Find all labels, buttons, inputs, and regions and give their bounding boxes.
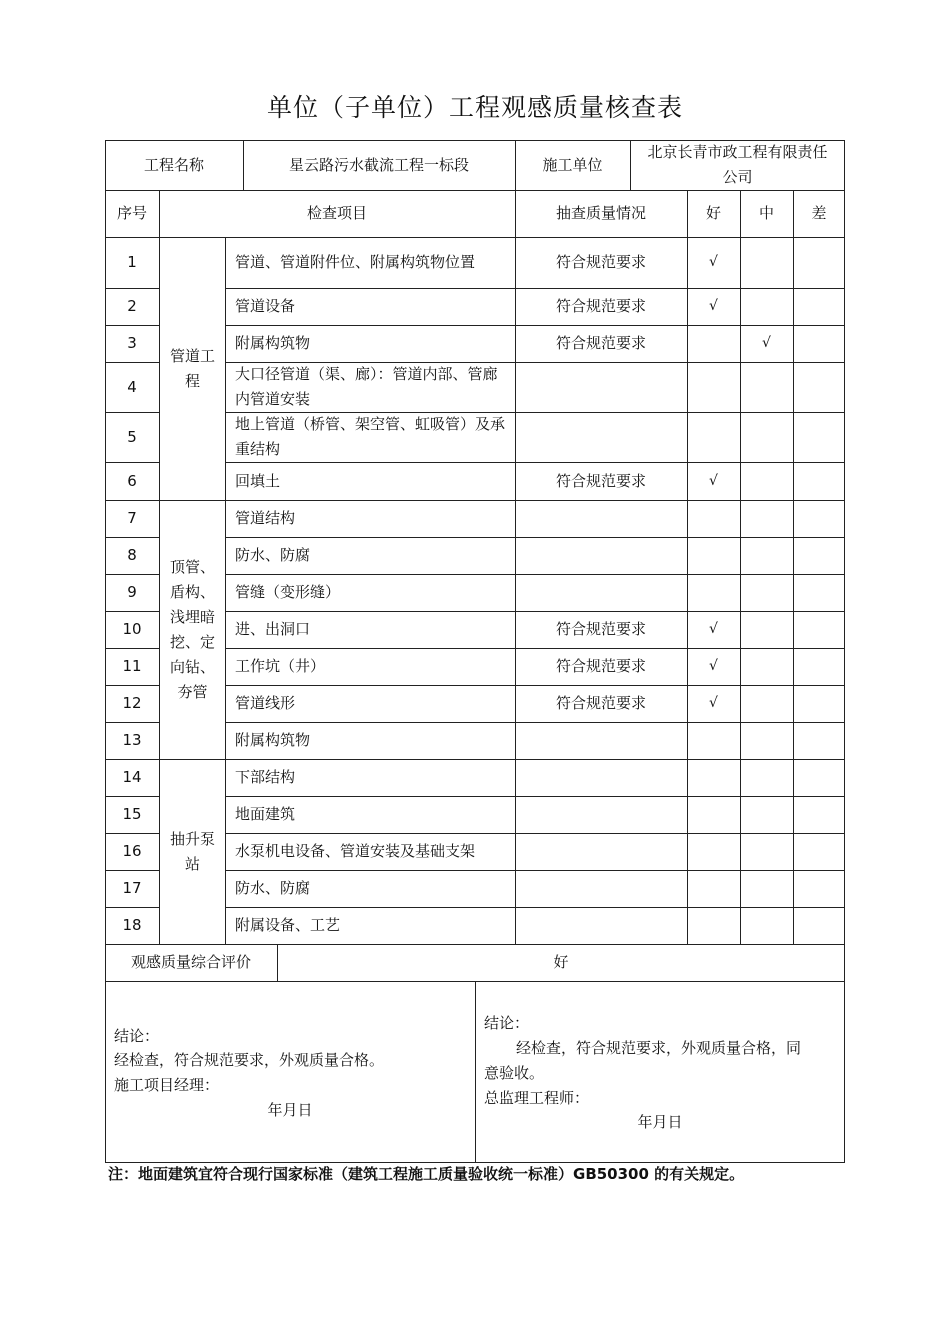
row-good-mark xyxy=(687,362,740,412)
row-number: 12 xyxy=(122,694,142,712)
row-quality xyxy=(515,722,687,759)
group-label: 顶管、盾构、浅埋暗挖、定向钻、夯管 xyxy=(169,558,215,701)
project-name-value: 星云路污水截流工程一标段 xyxy=(288,155,469,174)
row-medium-mark xyxy=(740,362,793,412)
row-item: 地面建筑 xyxy=(235,805,296,823)
row-number: 9 xyxy=(127,583,137,601)
row-medium-mark xyxy=(740,907,793,944)
row-quality xyxy=(515,362,687,412)
column-header-quality: 抽查质量情况 xyxy=(555,204,646,222)
row-item: 大口径管道（渠、廊）：管道内部、管廊内管道安装 xyxy=(235,365,498,408)
row-good-mark xyxy=(687,574,740,611)
column-header-seq: 序号 xyxy=(116,204,147,222)
row-medium-mark xyxy=(740,833,793,870)
row-item: 管缝（变形缝） xyxy=(235,583,341,601)
row-medium-mark xyxy=(740,685,793,722)
row-good-mark: √ xyxy=(709,621,718,637)
row-medium-mark xyxy=(740,412,793,462)
contractor-value: 北京长青市政工程有限责任公司 xyxy=(647,143,828,186)
conclusion-right-text-1: 经检查，符合规范要求，外观质量合格，同 xyxy=(516,1039,802,1057)
row-medium-mark xyxy=(740,722,793,759)
row-poor-mark xyxy=(793,722,845,759)
project-name-label: 工程名称 xyxy=(143,155,204,174)
row-medium-mark xyxy=(740,759,793,796)
row-item: 工作坑（井） xyxy=(235,657,326,675)
row-medium-mark xyxy=(740,288,793,325)
row-poor-mark xyxy=(793,325,845,362)
row-poor-mark xyxy=(793,907,845,944)
row-good-mark xyxy=(687,537,740,574)
row-poor-mark xyxy=(793,237,845,288)
group-label: 抽升泵站 xyxy=(169,830,215,873)
row-poor-mark xyxy=(793,288,845,325)
row-good-mark xyxy=(687,500,740,537)
row-number: 5 xyxy=(127,427,137,446)
column-header-item: 检查项目 xyxy=(306,204,367,222)
row-poor-mark xyxy=(793,537,845,574)
summary-value: 好 xyxy=(553,953,569,971)
row-quality: 符合规范要求 xyxy=(555,657,646,675)
row-item: 管道、管道附件位、附属构筑物位置 xyxy=(235,253,476,271)
row-poor-mark xyxy=(793,685,845,722)
row-poor-mark xyxy=(793,412,845,462)
page-title: 单位（子单位）工程观感质量核查表 xyxy=(266,93,683,122)
row-poor-mark xyxy=(793,833,845,870)
row-number: 16 xyxy=(122,842,142,860)
row-quality: 符合规范要求 xyxy=(555,253,646,271)
row-number: 17 xyxy=(122,879,142,897)
row-good-mark xyxy=(687,796,740,833)
row-number: 15 xyxy=(122,805,142,823)
row-number: 10 xyxy=(122,620,142,638)
row-item: 回填土 xyxy=(235,471,281,490)
row-number: 8 xyxy=(127,546,137,564)
conclusion-left-heading: 结论： xyxy=(114,1027,160,1045)
row-quality xyxy=(515,907,687,944)
row-number: 18 xyxy=(122,916,142,934)
summary-label: 观感质量综合评价 xyxy=(130,953,251,971)
row-item: 管道设备 xyxy=(235,297,296,315)
table-rule xyxy=(475,981,476,1163)
row-good-mark: √ xyxy=(709,658,718,674)
row-quality xyxy=(515,759,687,796)
row-quality: 符合规范要求 xyxy=(555,694,646,712)
row-poor-mark xyxy=(793,796,845,833)
row-poor-mark xyxy=(793,500,845,537)
conclusion-right-signer: 总监理工程师： xyxy=(484,1089,590,1107)
row-item: 进、出洞口 xyxy=(235,620,311,638)
row-good-mark xyxy=(687,907,740,944)
row-poor-mark xyxy=(793,462,845,500)
column-header-poor: 差 xyxy=(811,204,827,222)
conclusion-left-date: 年月日 xyxy=(267,1101,313,1119)
row-poor-mark xyxy=(793,870,845,907)
row-quality: 符合规范要求 xyxy=(555,297,646,315)
row-item: 地上管道（桥管、架空管、虹吸管）及承重结构 xyxy=(235,415,506,458)
row-good-mark xyxy=(687,325,740,362)
group-label: 管道工程 xyxy=(169,347,215,390)
row-item: 水泵机电设备、管道安装及基础支架 xyxy=(235,842,476,860)
row-quality xyxy=(515,796,687,833)
row-good-mark xyxy=(687,870,740,907)
row-medium-mark xyxy=(740,500,793,537)
row-good-mark xyxy=(687,722,740,759)
row-poor-mark xyxy=(793,759,845,796)
row-quality xyxy=(515,537,687,574)
row-item: 附属设备、工艺 xyxy=(235,916,341,934)
row-good-mark xyxy=(687,833,740,870)
conclusion-right-date: 年月日 xyxy=(637,1113,683,1131)
conclusion-right-text-2: 意验收。 xyxy=(484,1064,545,1082)
row-good-mark xyxy=(687,759,740,796)
row-quality: 符合规范要求 xyxy=(555,334,646,352)
row-medium-mark xyxy=(740,537,793,574)
column-header-medium: 中 xyxy=(758,204,774,222)
row-quality: 符合规范要求 xyxy=(555,620,646,638)
contractor-label: 施工单位 xyxy=(542,155,603,174)
conclusion-left-signer: 施工项目经理： xyxy=(114,1076,220,1094)
row-medium-mark xyxy=(740,237,793,288)
conclusion-left-text: 经检查，符合规范要求，外观质量合格。 xyxy=(114,1051,385,1069)
row-good-mark: √ xyxy=(709,254,718,270)
row-quality xyxy=(515,870,687,907)
row-poor-mark xyxy=(793,362,845,412)
row-good-mark xyxy=(687,412,740,462)
conclusion-right-heading: 结论： xyxy=(484,1014,530,1032)
row-item: 附属构筑物 xyxy=(235,731,311,749)
row-medium-mark: √ xyxy=(762,335,771,351)
row-item: 管道结构 xyxy=(235,509,296,527)
row-number: 1 xyxy=(127,253,137,271)
row-item: 管道线形 xyxy=(235,694,296,712)
row-medium-mark xyxy=(740,870,793,907)
row-number: 4 xyxy=(127,377,137,396)
row-quality xyxy=(515,574,687,611)
row-number: 6 xyxy=(127,471,137,490)
column-header-good: 好 xyxy=(705,204,721,222)
row-item: 附属构筑物 xyxy=(235,334,311,352)
row-item: 防水、防腐 xyxy=(235,546,311,564)
row-number: 3 xyxy=(127,334,137,352)
row-medium-mark xyxy=(740,611,793,648)
row-number: 13 xyxy=(122,731,142,749)
row-number: 11 xyxy=(122,657,142,675)
row-quality xyxy=(515,412,687,462)
row-quality xyxy=(515,500,687,537)
row-good-mark: √ xyxy=(709,472,718,489)
row-number: 2 xyxy=(127,297,137,315)
row-quality xyxy=(515,833,687,870)
row-medium-mark xyxy=(740,574,793,611)
row-medium-mark xyxy=(740,796,793,833)
row-medium-mark xyxy=(740,462,793,500)
row-good-mark: √ xyxy=(709,695,718,711)
row-poor-mark xyxy=(793,574,845,611)
row-good-mark: √ xyxy=(709,298,718,314)
row-quality: 符合规范要求 xyxy=(555,471,646,490)
row-poor-mark xyxy=(793,648,845,685)
row-number: 7 xyxy=(127,509,137,527)
row-item: 防水、防腐 xyxy=(235,879,311,897)
row-number: 14 xyxy=(122,768,142,786)
row-item: 下部结构 xyxy=(235,768,296,786)
row-poor-mark xyxy=(793,611,845,648)
row-medium-mark xyxy=(740,648,793,685)
footnote: 注：地面建筑宜符合现行国家标准（建筑工程施工质量验收统一标准）GB50300 的有关规定。 xyxy=(108,1165,745,1183)
